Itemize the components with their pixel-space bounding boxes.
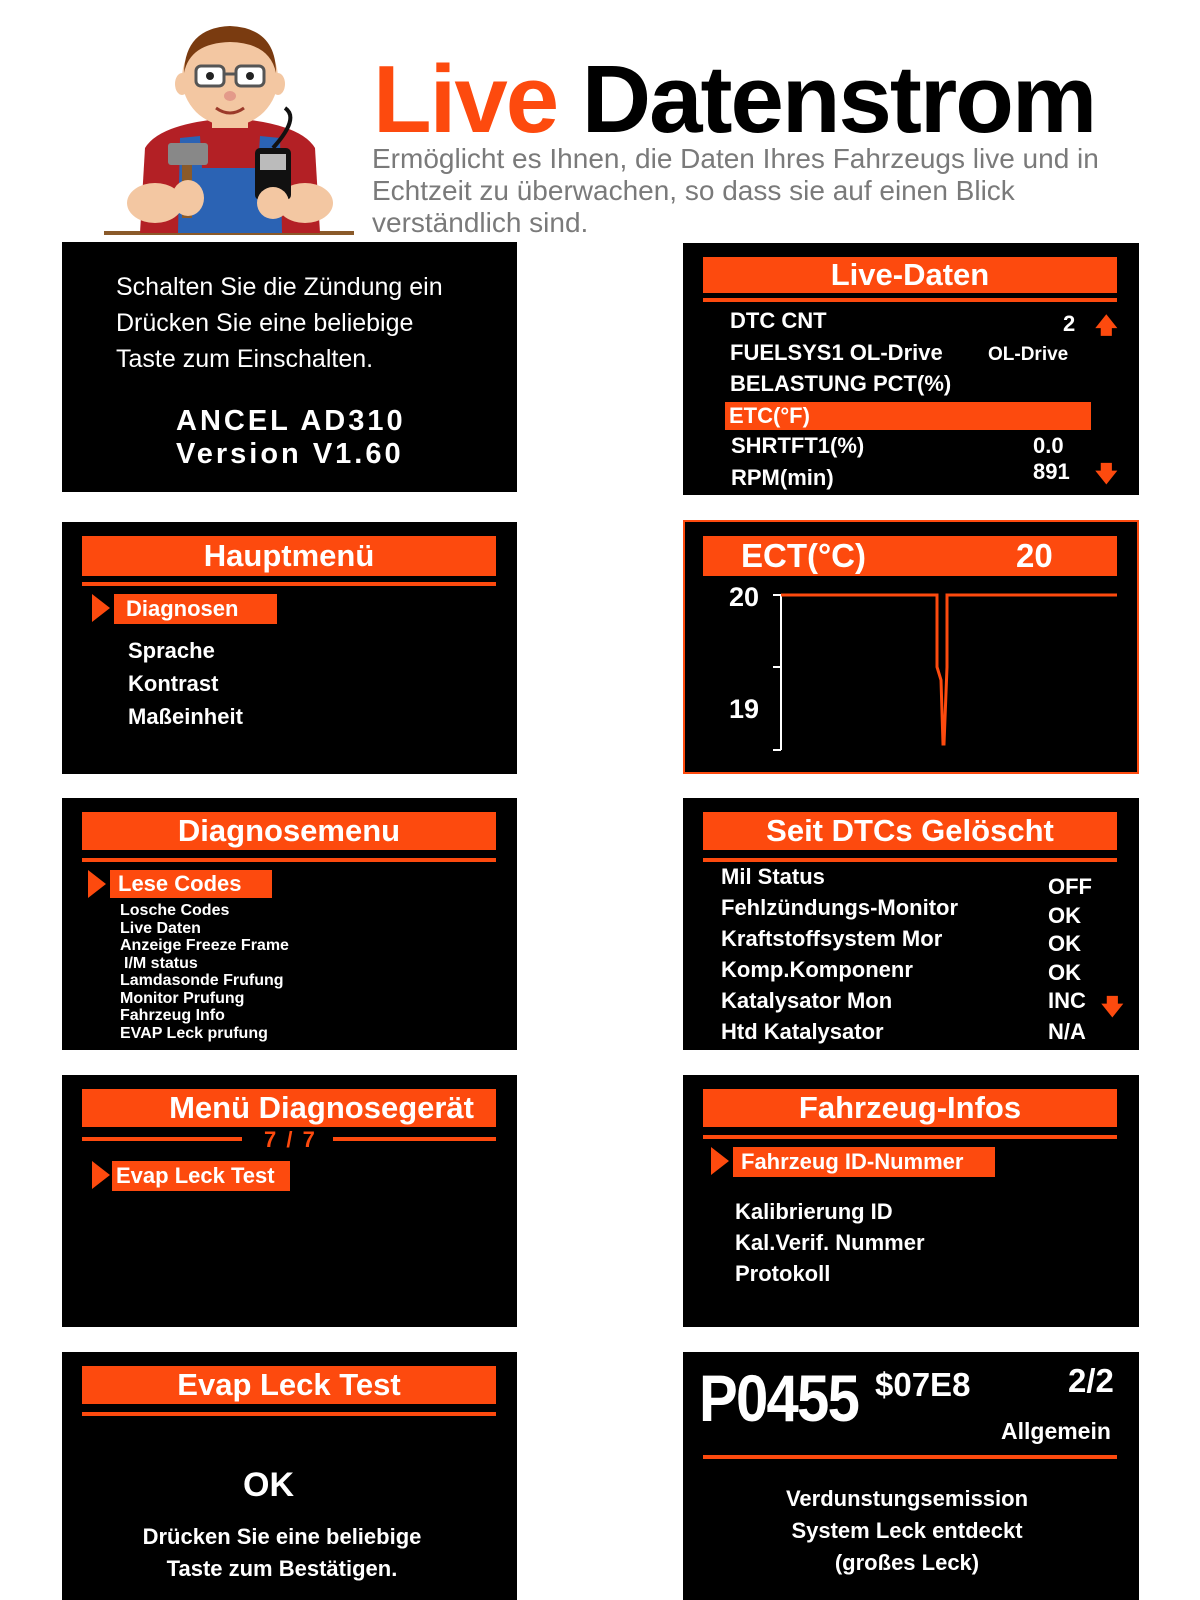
menu-item[interactable]: EVAP Leck prufung (120, 1024, 268, 1042)
welcome-line-1: Schalten Sie die Zündung ein (116, 273, 443, 301)
live-row-value: 2 (1063, 311, 1076, 336)
page-indicator: 7 / 7 (264, 1127, 317, 1152)
dtc-page: 2/2 (1068, 1362, 1114, 1399)
live-row-label: DTC CNT (730, 308, 827, 333)
ect-current-value: 20 (1016, 537, 1053, 574)
test-status: OK (243, 1466, 294, 1504)
title-divider (703, 298, 1117, 302)
scroll-down-icon[interactable]: 🡇 (1101, 994, 1124, 1019)
live-row-value: 891 (1033, 459, 1070, 484)
ecu-address: $07E8 (875, 1366, 971, 1403)
title-divider (82, 582, 496, 586)
confirm-text-2: Taste zum Bestätigen. (166, 1556, 398, 1581)
live-row-label: FUELSYS1 OL-Drive (730, 340, 943, 365)
menu-item[interactable]: Kontrast (128, 671, 219, 696)
main-menu-screen (62, 522, 517, 774)
monitor-label: Mil Status (721, 864, 825, 889)
title-datenstrom: Datenstrom (581, 46, 1096, 153)
menu-item-label: Lese Codes (118, 871, 242, 896)
ect-graph-screen (683, 520, 1139, 774)
tool-menu-screen (62, 1075, 517, 1327)
page-subtitle: Ermöglicht es Ihnen, die Daten Ihres Fahrzeugs live und in Echtzeit zu überwachen, so dass sie auf einen Blick verständlich sind. (372, 143, 1099, 238)
welcome-text (116, 269, 443, 377)
live-row-label: SHRTFT1(%) (731, 433, 865, 458)
device-name: ANCEL AD310 (176, 405, 406, 437)
menu-item[interactable]: Lamdasonde Frufung (120, 972, 284, 989)
welcome-line-2: Drücken Sie eine beliebige (116, 309, 414, 337)
ect-graph-title: ECT(°C) (741, 537, 867, 574)
welcome-screen (62, 242, 517, 492)
ect-line-graph (685, 522, 1137, 772)
dtc-code: P0455 (699, 1361, 859, 1435)
y-axis-label-bottom: 19 (729, 694, 760, 724)
title-divider (82, 1412, 496, 1416)
selection-arrow-icon (92, 594, 110, 622)
monitor-label: Komp.Komponenr (721, 957, 913, 982)
monitor-status: OFF (1048, 874, 1092, 899)
menu-item[interactable]: Sprache (128, 638, 215, 663)
live-row-label: ETC(°F) (729, 403, 810, 428)
live-data-title: Live-Daten (703, 257, 1117, 293)
menu-item[interactable]: Kalibrierung ID (735, 1199, 893, 1224)
monitor-status: OK (1048, 960, 1081, 985)
menu-item[interactable]: Anzeige Freeze Frame (120, 937, 289, 954)
monitor-status: OK (1048, 931, 1081, 956)
dtc-description-2: System Leck entdeckt (791, 1518, 1023, 1543)
dtc-category: Allgemein (1001, 1418, 1111, 1444)
menu-item-selected[interactable] (733, 1147, 995, 1177)
title-divider-right (333, 1137, 496, 1141)
title-divider (703, 1455, 1117, 1459)
dtc-description-1: Verdunstungsemission (785, 1486, 1029, 1511)
monitor-label: Katalysator Mon (721, 988, 893, 1013)
menu-item-label: Fahrzeug ID-Nummer (741, 1149, 964, 1174)
mascot-illustration (100, 18, 360, 238)
page-title (373, 46, 1096, 153)
device-version: Version V1.60 (176, 438, 404, 470)
monitor-status: OK (1048, 903, 1081, 928)
mechanic-icon (100, 18, 360, 238)
monitor-label: Kraftstoffsystem Mor (721, 926, 943, 951)
evap-test-screen (62, 1352, 517, 1600)
confirm-text-1: Drücken Sie eine beliebige (142, 1524, 422, 1549)
monitor-label: Fehlzündungs-Monitor (721, 895, 959, 920)
main-menu-title: Hauptmenü (82, 536, 496, 576)
dtc-detail-screen (683, 1352, 1139, 1600)
menu-item[interactable]: Live Daten (120, 919, 201, 937)
menu-item[interactable]: Maßeinheit (128, 704, 243, 729)
evap-test-title: Evap Leck Test (82, 1366, 496, 1404)
menu-item[interactable]: Fahrzeug Info (120, 1007, 225, 1024)
menu-item[interactable]: I/M status (124, 954, 198, 972)
menu-item-selected[interactable] (114, 594, 277, 624)
menu-item[interactable]: Kal.Verif. Nummer (735, 1230, 925, 1255)
title-live: Live (373, 46, 558, 153)
title-divider (703, 1135, 1117, 1139)
vehicle-info-screen (683, 1075, 1139, 1327)
menu-item-selected[interactable] (110, 870, 272, 898)
since-dtc-screen (683, 798, 1139, 1050)
live-row-value: 0.0 (1033, 433, 1064, 458)
monitor-label: Htd Katalysator (721, 1019, 884, 1044)
tool-menu-title: Menü Diagnosegerät (82, 1089, 496, 1127)
monitor-status: INC (1048, 988, 1086, 1013)
vehicle-info-title: Fahrzeug-Infos (703, 1089, 1117, 1127)
monitor-status: N/A (1048, 1019, 1086, 1044)
title-divider (703, 858, 1117, 862)
title-divider-left (82, 1137, 242, 1141)
title-divider (82, 858, 496, 862)
live-row-selected[interactable] (725, 402, 1091, 430)
selection-arrow-icon (711, 1147, 729, 1175)
menu-item-label: Diagnosen (126, 596, 239, 621)
menu-item[interactable]: Losche Codes (120, 902, 230, 919)
diag-menu-list (120, 902, 289, 1042)
menu-item[interactable]: Monitor Prufung (120, 989, 245, 1007)
menu-item[interactable]: Protokoll (735, 1261, 831, 1286)
welcome-line-3: Taste zum Einschalten. (116, 345, 374, 373)
diag-menu-screen (62, 798, 517, 1050)
menu-item-label: Evap Leck Test (116, 1163, 275, 1188)
menu-item-selected[interactable] (112, 1161, 290, 1191)
selection-arrow-icon (92, 1161, 110, 1189)
live-row-label: BELASTUNG PCT(%) (730, 371, 952, 396)
ect-series-line (781, 595, 1117, 744)
since-dtc-title: Seit DTCs Gelöscht (703, 812, 1117, 850)
scroll-up-icon[interactable]: 🡅 (1095, 313, 1118, 338)
live-row-value: OL-Drive (988, 344, 1069, 365)
dtc-description-3: (großes Leck) (834, 1550, 980, 1575)
scroll-down-icon[interactable]: 🡇 (1095, 461, 1118, 486)
y-axis-label-top: 20 (729, 582, 760, 612)
live-row-label: RPM(min) (731, 465, 834, 490)
diag-menu-title: Diagnosemenu (82, 812, 496, 850)
selection-arrow-icon (88, 870, 106, 898)
live-data-screen (683, 243, 1139, 495)
